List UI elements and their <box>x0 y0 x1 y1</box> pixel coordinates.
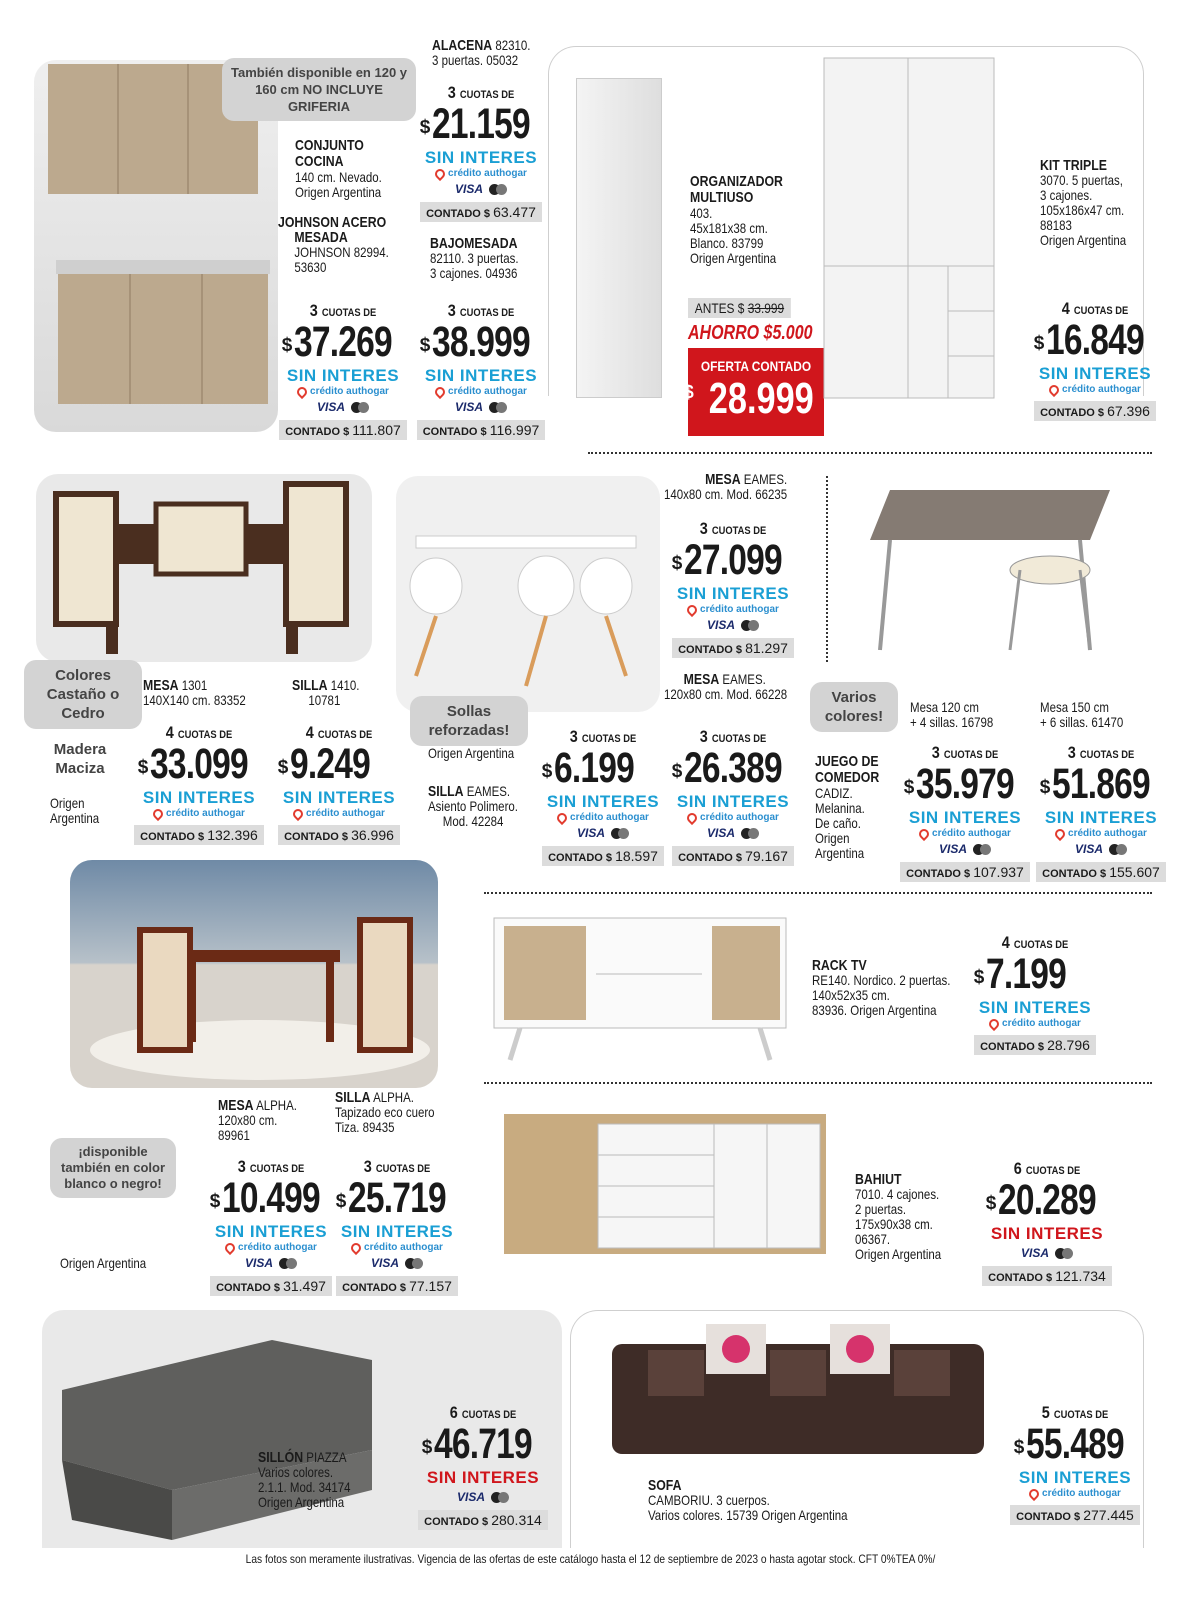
mesada-name-2: MESADA <box>294 229 348 246</box>
credito-authogar-logo: crédito authogar <box>134 808 264 819</box>
silla-alpha-price <box>332 1158 462 1296</box>
alacena-price <box>416 84 546 222</box>
silla-eames-code: EAMES. <box>466 783 511 799</box>
cadiz-option-2 <box>1040 700 1123 730</box>
silla-eames-text <box>428 784 518 829</box>
credito-authogar-logo: crédito authogar <box>538 812 668 823</box>
credito-authogar-logo: crédito authogar <box>332 1242 462 1253</box>
mastercard-logo <box>1055 1248 1073 1259</box>
cuotas-label: 4 CUOTAS DE <box>1001 933 1069 952</box>
mesa-alpha-price <box>206 1158 336 1296</box>
kit-triple-photo <box>818 56 1000 416</box>
sillon-name: SILLÓN <box>258 1449 304 1466</box>
cadiz-illustration <box>850 460 1130 660</box>
oferta-contado-label: OFERTA CONTADO <box>700 358 812 374</box>
mastercard-logo <box>405 1258 423 1269</box>
silla-alpha-name: SILLA <box>335 1089 371 1106</box>
kit-triple-desc-5: Origen Argentina <box>1040 232 1127 248</box>
eames-photo <box>396 476 660 712</box>
cuotas-amount: $ 7.199 <box>973 950 1067 998</box>
organizer-photo <box>576 78 662 398</box>
cuotas-amount: $ 26.389 <box>671 744 783 792</box>
contado-price: CONTADO $ 280.314 <box>418 1510 548 1530</box>
silla-eames-desc-1: Asiento Polimero. <box>428 798 518 814</box>
silla-1410-code: 1410. <box>330 677 360 693</box>
credito-pin-icon <box>151 806 165 820</box>
sin-interes-label: SIN INTERES <box>676 584 790 603</box>
organizador-desc-3: Blanco. 83799 <box>690 235 764 251</box>
credito-authogar-logo: crédito authogar <box>900 828 1030 839</box>
sin-interes-label: SIN INTERES <box>1038 364 1152 383</box>
conjunto-cocina-text <box>295 138 382 200</box>
ahorro-label: AHORRO $5.000 <box>688 322 813 344</box>
credito-pin-icon <box>685 810 699 824</box>
sofa-desc-2: Varios colores. 15739 Origen Argentina <box>648 1507 848 1523</box>
mesa-alpha-desc-2: 89961 <box>218 1127 250 1143</box>
bahiut-name: BAHIUT <box>855 1171 902 1188</box>
alacena-desc-2: 3 puertas. 05032 <box>432 52 519 68</box>
silla-alpha-desc-1: Tapizado eco cuero <box>335 1104 435 1120</box>
contado-price: CONTADO $ 67.396 <box>1034 401 1156 421</box>
sillon-text <box>258 1450 351 1510</box>
silla-1410-desc: 10781 <box>308 692 341 708</box>
cuotas-label: 3 CUOTAS DE <box>237 1157 305 1176</box>
sin-interes-label: SIN INTERES <box>286 366 400 385</box>
payment-cards <box>668 618 798 632</box>
mastercard-logo <box>611 828 629 839</box>
sin-interes-label: SIN INTERES <box>424 366 538 385</box>
mesada-name-1: JOHNSON ACERO <box>278 214 387 231</box>
cuotas-amount: $ 55.489 <box>1013 1420 1125 1468</box>
mesa-1301-text <box>143 678 246 708</box>
credito-pin-icon <box>555 810 569 824</box>
credito-authogar-logo: crédito authogar <box>206 1242 336 1253</box>
sin-interes-label: SIN INTERES <box>978 998 1092 1017</box>
mesa-eames-1-price <box>668 520 798 658</box>
cadiz-price-2 <box>1036 744 1166 882</box>
sillon-code: PIAZZA <box>306 1449 347 1465</box>
kit-triple-price <box>1030 300 1160 421</box>
credito-pin-icon <box>685 602 699 616</box>
alpha-photo <box>70 860 438 1088</box>
cuotas-amount: $ 37.269 <box>281 318 393 366</box>
cuotas-label: 3 CUOTAS DE <box>447 83 515 102</box>
payment-cards <box>332 1256 462 1270</box>
sillon-desc-3: Origen Argentina <box>258 1494 345 1510</box>
contado-price: CONTADO $ 107.937 <box>900 862 1030 882</box>
rack-photo <box>490 914 790 1062</box>
contado-price: CONTADO $ 77.157 <box>336 1276 458 1296</box>
eames-origen: Origen Argentina <box>428 745 515 761</box>
cuotas-amount: $ 33.099 <box>137 740 249 788</box>
credito-authogar-logo: crédito authogar <box>1030 384 1160 395</box>
cuotas-amount: $ 25.719 <box>335 1174 447 1222</box>
bahiut-price <box>982 1160 1112 1286</box>
cadiz-desc-5: Argentina <box>815 845 865 861</box>
cuotas-amount: $ 16.849 <box>1033 316 1145 364</box>
credito-authogar-logo: crédito authogar <box>1010 1488 1140 1499</box>
alpha-illustration <box>70 860 438 1088</box>
mesa-1301-photo <box>36 474 372 662</box>
mesada-desc-1: JOHNSON 82994. <box>294 244 389 260</box>
sin-interes-label: SIN INTERES <box>214 1222 328 1241</box>
payment-cards <box>668 826 798 840</box>
section-divider <box>484 1082 1152 1084</box>
conjunto-cocina-desc-2: Origen Argentina <box>295 184 382 200</box>
contado-price: CONTADO $ 155.607 <box>1036 862 1166 882</box>
credito-pin-icon <box>349 1240 363 1254</box>
visa-logo: VISA <box>316 400 345 414</box>
cuotas-amount: $ 10.499 <box>209 1174 321 1222</box>
credito-pin-icon <box>291 806 305 820</box>
contado-price: CONTADO $ 36.996 <box>278 825 400 845</box>
kit-triple-illustration <box>818 56 1000 416</box>
mesa-eames-2-desc: 120x80 cm. Mod. 66228 <box>664 686 788 702</box>
mesa-eames-2-name: MESA <box>683 671 720 688</box>
silla-eames-price <box>538 728 668 866</box>
credito-pin-icon <box>433 166 447 180</box>
sofa-photo <box>608 1310 988 1470</box>
sin-interes-label: SIN INTERES <box>1044 808 1158 827</box>
mastercard-logo <box>741 828 759 839</box>
organizador-desc-4: Origen Argentina <box>690 250 777 266</box>
visa-logo: VISA <box>576 826 605 840</box>
bahiut-photo <box>500 1110 830 1258</box>
colores-badge: Colores Castaño o Cedro <box>24 660 142 729</box>
credito-authogar-logo: crédito authogar <box>416 168 546 179</box>
contado-price: CONTADO $ 31.497 <box>210 1276 332 1296</box>
cuotas-amount: $ 9.249 <box>277 740 371 788</box>
sin-interes-label: SIN INTERES <box>990 1224 1104 1243</box>
mesada-desc-2: 53630 <box>294 259 327 275</box>
sofa-name: SOFA <box>648 1477 682 1494</box>
rack-price <box>970 934 1100 1055</box>
credito-pin-icon <box>987 1016 1001 1030</box>
contado-price: CONTADO $ 79.167 <box>672 846 794 866</box>
mesa-eames-2-text <box>664 672 787 702</box>
cadiz-text <box>815 754 881 861</box>
sin-interes-label: SIN INTERES <box>546 792 660 811</box>
visa-logo: VISA <box>706 826 735 840</box>
section-divider <box>588 452 1152 454</box>
alacena-desc-1: 82310. <box>495 37 531 53</box>
bahiut-desc-2: 2 puertas. <box>855 1201 907 1217</box>
credito-authogar-logo: crédito authogar <box>416 386 546 397</box>
cadiz-desc-3: De caño. <box>815 815 861 831</box>
credito-pin-icon <box>433 384 447 398</box>
mastercard-logo <box>489 402 507 413</box>
cadiz-option-1-line-1: Mesa 120 cm <box>910 699 979 715</box>
cuotas-amount: $ 6.199 <box>541 744 635 792</box>
cuotas-label: 6 CUOTAS DE <box>1013 1159 1081 1178</box>
kit-triple-desc-1: 3070. 5 puertas, <box>1040 172 1123 188</box>
mastercard-logo <box>741 620 759 631</box>
credito-authogar-logo: crédito authogar <box>1036 828 1166 839</box>
credito-pin-icon <box>1053 826 1067 840</box>
credito-authogar-logo: crédito authogar <box>668 604 798 615</box>
alpha-origen: Origen Argentina <box>60 1255 147 1271</box>
kit-triple-desc-2: 3 cajones. <box>1040 187 1093 203</box>
payment-cards <box>538 826 668 840</box>
mastercard-logo <box>1109 844 1127 855</box>
mesa-alpha-desc-1: 120x80 cm. <box>218 1112 278 1128</box>
sin-interes-label: SIN INTERES <box>282 788 396 807</box>
sofa-text <box>648 1478 848 1523</box>
kit-triple-desc-4: 88183 <box>1040 217 1072 233</box>
bahiut-desc-5: Origen Argentina <box>855 1246 942 1262</box>
contado-price: CONTADO $ 18.597 <box>542 846 664 866</box>
cadiz-option-2-line-2: + 6 sillas. 61470 <box>1040 714 1124 730</box>
contado-price: CONTADO $ 28.796 <box>974 1035 1096 1055</box>
visa-logo: VISA <box>454 182 483 196</box>
cuotas-label: 3 CUOTAS DE <box>569 727 637 746</box>
silla-alpha-desc-2: Tiza. 89435 <box>335 1119 395 1135</box>
organizador-desc-1: 403. <box>690 205 713 221</box>
sillon-price <box>418 1404 548 1530</box>
mesada-text <box>278 215 389 275</box>
mesa-1301-desc: 140X140 cm. 83352 <box>143 692 246 708</box>
mastercard-logo <box>489 184 507 195</box>
cuotas-label: 4 CUOTAS DE <box>305 723 373 742</box>
silla-eames-name: SILLA <box>428 783 464 800</box>
credito-pin-icon <box>1047 382 1061 396</box>
mastercard-logo <box>279 1258 297 1269</box>
bahiut-desc-4: 06367. <box>855 1231 891 1247</box>
cadiz-desc-4: Origen <box>815 830 850 846</box>
mesa-eames-1-name: MESA <box>705 471 741 488</box>
credito-pin-icon <box>1027 1486 1041 1500</box>
visa-logo: VISA <box>370 1256 399 1270</box>
cadiz-name: JUEGO DE COMEDOR <box>815 753 880 786</box>
cadiz-option-1-line-2: + 4 sillas. 16798 <box>910 714 994 730</box>
cuotas-label: 4 CUOTAS DE <box>1061 299 1129 318</box>
credito-pin-icon <box>223 1240 237 1254</box>
silla-alpha-text <box>335 1090 435 1135</box>
rack-desc-2: 140x52x35 cm. <box>812 987 890 1003</box>
bajomesada-text <box>430 236 519 281</box>
vertical-divider <box>826 476 828 662</box>
mesa-1301-name: MESA <box>143 677 179 694</box>
mesa-alpha-code: ALPHA. <box>256 1097 297 1113</box>
payment-cards <box>416 400 546 414</box>
contado-price: CONTADO $ 111.807 <box>279 420 407 440</box>
mastercard-logo <box>491 1492 509 1503</box>
payment-cards <box>900 842 1030 856</box>
contado-price: CONTADO $ 121.734 <box>982 1266 1112 1286</box>
sin-interes-label: SIN INTERES <box>424 148 538 167</box>
antes-price: ANTES $ 33.999 <box>688 298 791 318</box>
credito-authogar-logo: crédito authogar <box>668 812 798 823</box>
mesa-alpha-name: MESA <box>218 1097 254 1114</box>
contado-price: CONTADO $ 277.445 <box>1010 1505 1140 1525</box>
cadiz-option-1 <box>910 700 993 730</box>
mesa-eames-1-code: EAMES. <box>743 471 788 487</box>
section-divider <box>484 892 1152 894</box>
sillon-desc-2: 2.1.1. Mod. 34174 <box>258 1479 351 1495</box>
sin-interes-label: SIN INTERES <box>676 792 790 811</box>
cuotas-label: 5 CUOTAS DE <box>1041 1403 1109 1422</box>
mastercard-logo <box>973 844 991 855</box>
cuotas-label: 3 CUOTAS DE <box>309 301 377 320</box>
silla-eames-desc-2: Mod. 42284 <box>442 813 504 829</box>
sin-interes-label: SIN INTERES <box>340 1222 454 1241</box>
dining-set-illustration <box>36 474 372 662</box>
payment-cards <box>278 400 408 414</box>
eames-illustration <box>396 476 660 712</box>
mesa-eames-1-desc: 140x80 cm. Mod. 66235 <box>664 486 788 502</box>
visa-logo: VISA <box>456 1490 485 1504</box>
sofa-desc-1: CAMBORIU. 3 cuerpos. <box>648 1492 770 1508</box>
sin-interes-label: SIN INTERES <box>426 1468 540 1487</box>
credito-pin-icon <box>295 384 309 398</box>
mesa-eames-2-price <box>668 728 798 866</box>
visa-logo: VISA <box>244 1256 273 1270</box>
cuotas-label: 3 CUOTAS DE <box>363 1157 431 1176</box>
cuotas-label: 3 CUOTAS DE <box>1067 743 1135 762</box>
cuotas-amount: $ 27.099 <box>671 536 783 584</box>
sin-interes-label: SIN INTERES <box>142 788 256 807</box>
rack-name: RACK TV <box>812 957 867 974</box>
contado-price: CONTADO $ 116.997 <box>417 420 546 440</box>
visa-logo: VISA <box>1020 1246 1049 1260</box>
mesa-1301-code: 1301 <box>181 677 208 693</box>
payment-cards <box>418 1490 548 1504</box>
bahiut-desc-3: 175x90x38 cm. <box>855 1216 933 1232</box>
cadiz-option-2-line-1: Mesa 150 cm <box>1040 699 1109 715</box>
mesa-1301-price <box>134 724 264 845</box>
cuotas-label: 3 CUOTAS DE <box>699 519 767 538</box>
credito-pin-icon <box>917 826 931 840</box>
contado-price: CONTADO $ 63.477 <box>420 202 542 222</box>
conjunto-cocina-desc-1: 140 cm. Nevado. <box>295 169 382 185</box>
silla-1410-price <box>274 724 404 845</box>
oferta-contado-box <box>683 348 824 436</box>
mesa-eames-1-text <box>664 472 787 502</box>
credito-authogar-logo: crédito authogar <box>274 808 404 819</box>
mastercard-logo <box>351 402 369 413</box>
sofa-price <box>1010 1404 1140 1525</box>
contado-price: CONTADO $ 132.396 <box>134 825 264 845</box>
cadiz-desc-2: Melanina. <box>815 800 865 816</box>
cuotas-amount: $ 38.999 <box>419 318 531 366</box>
bajomesada-desc-1: 82110. 3 puertas. <box>430 250 519 266</box>
cuotas-label: 3 CUOTAS DE <box>699 727 767 746</box>
credito-authogar-logo: crédito authogar <box>278 386 408 397</box>
cuotas-label: 3 CUOTAS DE <box>931 743 999 762</box>
rack-desc-1: RE140. Nordico. 2 puertas. <box>812 972 951 988</box>
sofa-illustration <box>608 1310 988 1470</box>
organizador-desc-2: 45x181x38 cm. <box>690 220 768 236</box>
mesada-price <box>278 302 408 440</box>
sollas-badge: Sollas reforzadas! <box>410 696 528 746</box>
cuotas-amount: $ 46.719 <box>421 1420 533 1468</box>
visa-logo: VISA <box>706 618 735 632</box>
cuotas-label: 4 CUOTAS DE <box>165 723 233 742</box>
cuotas-amount: $ 51.869 <box>1039 760 1151 808</box>
payment-cards <box>416 182 546 196</box>
mesa-1301-origen: Origen Argentina <box>50 795 100 826</box>
oferta-amount: $ 28.999 <box>683 374 814 423</box>
cuotas-amount: $ 21.159 <box>419 100 531 148</box>
payment-cards <box>1036 842 1166 856</box>
cuotas-label: 6 CUOTAS DE <box>449 1403 517 1422</box>
alacena-name: ALACENA <box>432 37 493 54</box>
bajomesada-desc-2: 3 cajones. 04936 <box>430 265 518 281</box>
cuotas-label: 3 CUOTAS DE <box>447 301 515 320</box>
cadiz-price-1 <box>900 744 1030 882</box>
cuotas-amount: $ 20.289 <box>985 1176 1097 1224</box>
bahiut-illustration <box>500 1110 830 1258</box>
silla-1410-text <box>292 678 359 708</box>
rack-text <box>812 958 950 1018</box>
kitchen-availability-badge: También disponible en 120 y 160 cm NO INCLUYE GRIFERIA <box>222 58 416 121</box>
bajomesada-name: BAJOMESADA <box>430 235 518 252</box>
visa-logo: VISA <box>938 842 967 856</box>
mesa-alpha-text <box>218 1098 297 1143</box>
bahiut-desc-1: 7010. 4 cajones. <box>855 1186 940 1202</box>
silla-1410-name: SILLA <box>292 677 328 694</box>
cadiz-photo <box>850 460 1130 660</box>
kit-triple-name: KIT TRIPLE <box>1040 157 1107 174</box>
sin-interes-label: SIN INTERES <box>908 808 1022 827</box>
contado-price: CONTADO $ 81.297 <box>672 638 794 658</box>
visa-logo: VISA <box>1074 842 1103 856</box>
madera-maciza-label: Madera Maciza <box>53 741 107 777</box>
payment-cards <box>206 1256 336 1270</box>
bahiut-text <box>855 1172 941 1262</box>
legal-footer: Las fotos son meramente ilustrativas. Vigencia de las ofertas de este catálogo hasta el 12 de septiembre de 2023 o hasta agotar stock. CFT 0%TEA 0%/ <box>245 1552 936 1566</box>
conjunto-cocina-name: CONJUNTO COCINA <box>295 137 364 170</box>
alpha-color-badge: ¡disponible también en color blanco o negro! <box>50 1138 176 1198</box>
sin-interes-label: SIN INTERES <box>1018 1468 1132 1487</box>
kit-triple-text <box>1040 158 1126 248</box>
rack-illustration <box>490 914 790 1062</box>
alacena-text <box>432 38 530 68</box>
visa-logo: VISA <box>454 400 483 414</box>
kit-triple-desc-3: 105x186x47 cm. <box>1040 202 1125 218</box>
cuotas-amount: $ 35.979 <box>903 760 1015 808</box>
sillon-desc-1: Varios colores. <box>258 1464 334 1480</box>
rack-desc-3: 83936. Origen Argentina <box>812 1002 937 1018</box>
payment-cards <box>982 1246 1112 1260</box>
bajomesada-price <box>416 302 546 440</box>
silla-alpha-code: ALPHA. <box>373 1089 414 1105</box>
mesa-eames-2-code: EAMES. <box>722 671 766 687</box>
varios-colores-badge: Varios colores! <box>810 682 898 732</box>
cadiz-desc-1: CADIZ. <box>815 785 853 801</box>
organizador-text <box>690 173 783 266</box>
credito-authogar-logo: crédito authogar <box>970 1018 1100 1029</box>
organizador-name: ORGANIZADOR MULTIUSO <box>690 173 783 206</box>
